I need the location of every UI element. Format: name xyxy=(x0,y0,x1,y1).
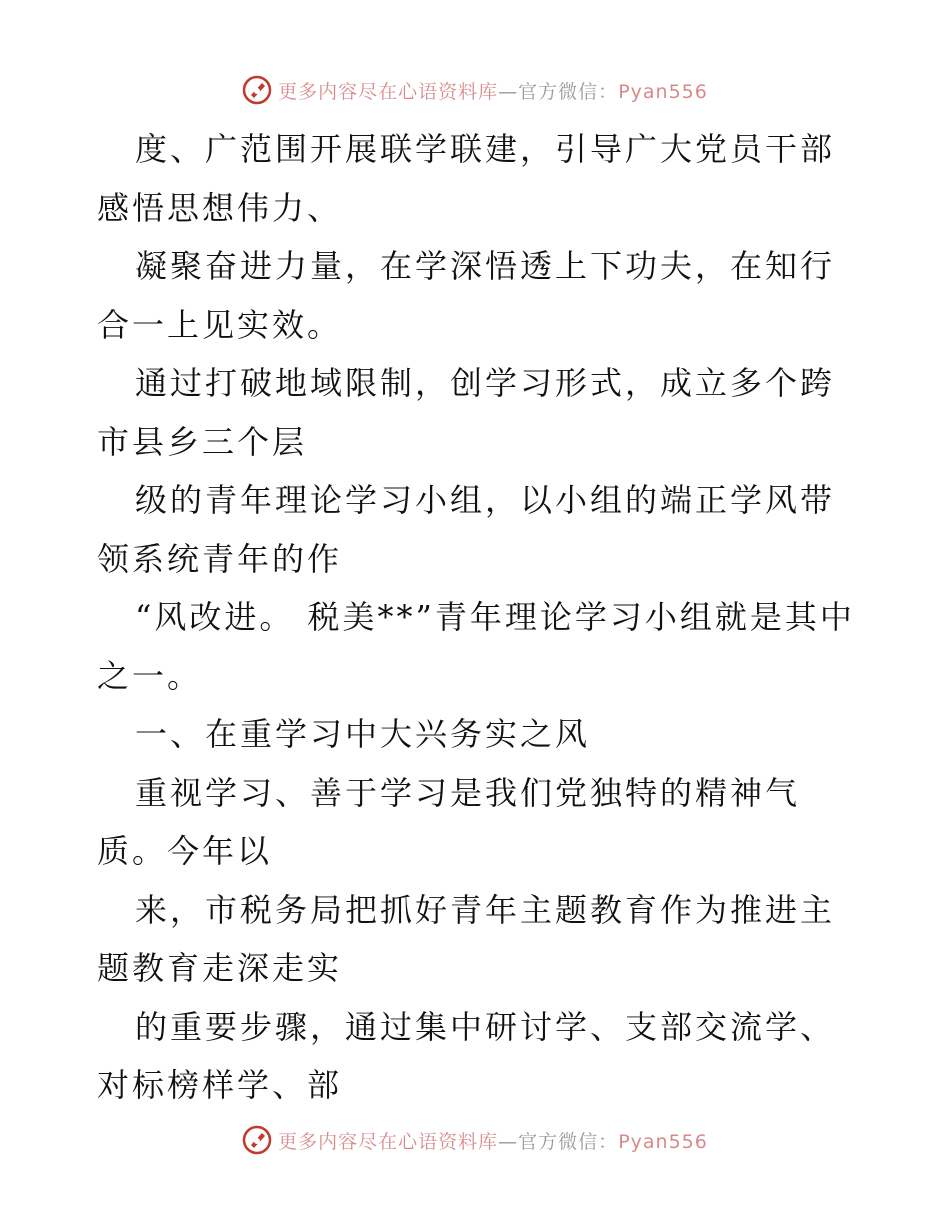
watermark-text: 更多内容尽在心语资料库—官方微信：Pyan556 xyxy=(278,80,708,103)
document-body xyxy=(97,120,867,1115)
paragraph: “风改进。 税美**”青年理论学习小组就是其中之一。 xyxy=(97,598,855,695)
watermark-text: 更多内容尽在心语资料库—官方微信：Pyan556 xyxy=(278,1130,708,1153)
paragraph: 级的青年理论学习小组，以小组的端正学风带领系统青年的作 xyxy=(97,481,836,578)
paragraph: 的重要步骤，通过集中研讨学、支部交流学、对标榜样学、部 xyxy=(97,1007,836,1104)
paragraph: 凝聚奋进力量，在学深悟透上下功夫，在知行合一上见实效。 xyxy=(97,247,836,344)
watermark-header xyxy=(0,70,950,110)
pen-seal-logo-icon xyxy=(242,1125,272,1155)
paragraph: 重视学习、善于学习是我们党独特的精神气质。今年以 xyxy=(97,773,801,870)
paragraph: 来，市税务局把抓好青年主题教育作为推进主题教育走深走实 xyxy=(97,890,836,987)
section-heading: 一、在重学习中大兴务实之风 xyxy=(135,715,591,753)
paragraph: 通过打破地域限制，创学习形式，成立多个跨市县乡三个层 xyxy=(97,364,836,461)
pen-seal-logo-icon xyxy=(242,75,272,105)
watermark-footer xyxy=(0,1120,950,1160)
paragraph: 度、广范围开展联学联建，引导广大党员干部感悟思想伟力、 xyxy=(97,130,836,227)
